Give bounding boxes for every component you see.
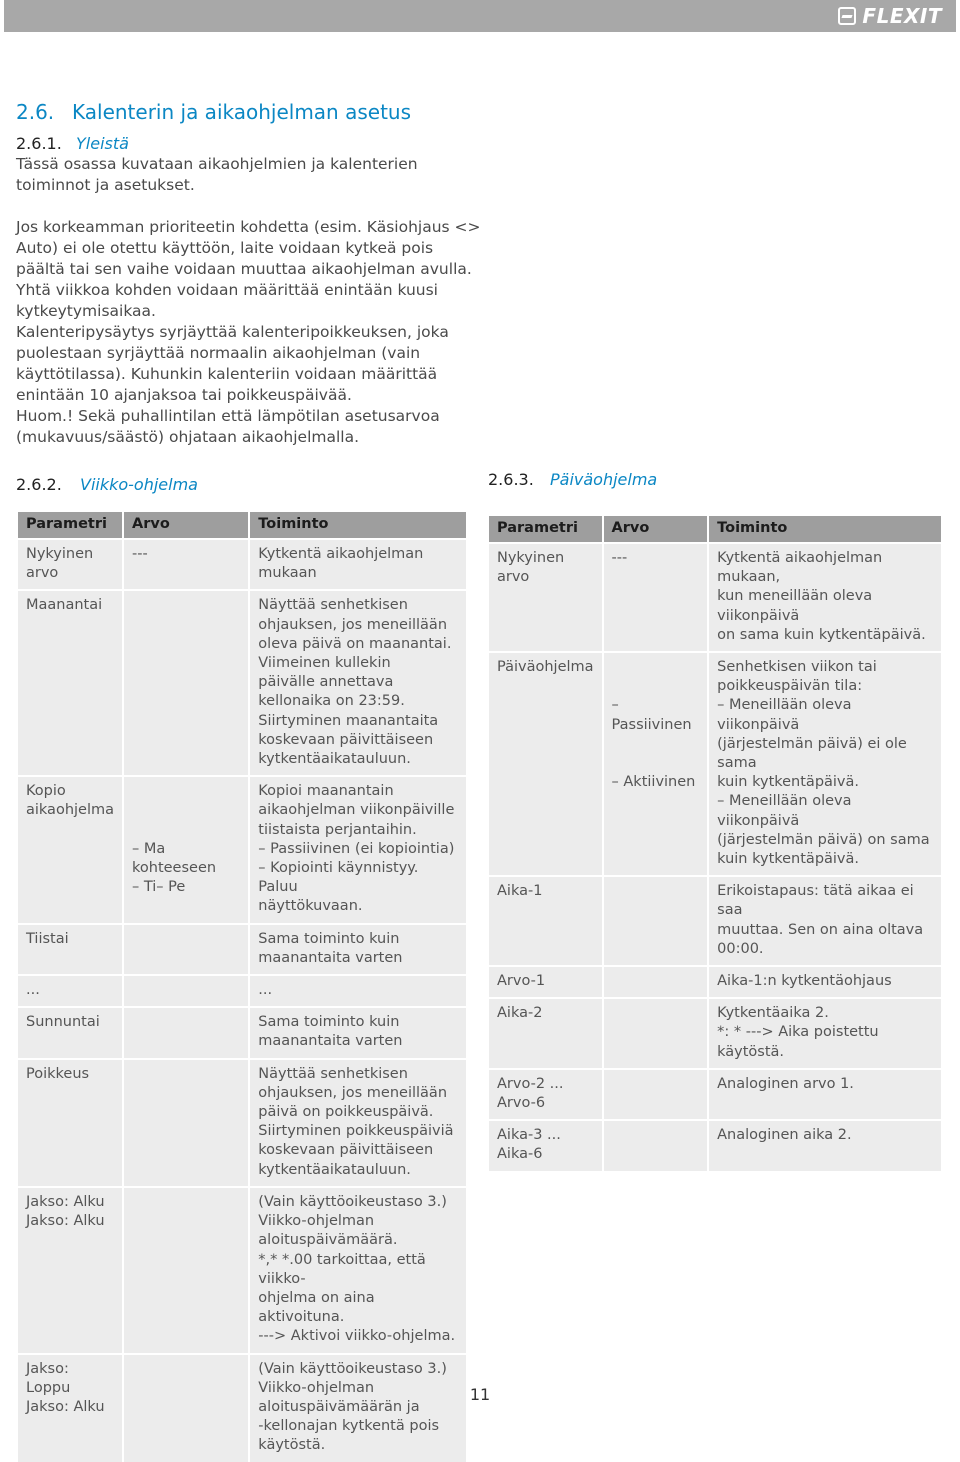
table-row xyxy=(18,776,466,923)
table-row xyxy=(489,543,941,652)
value-cell xyxy=(123,1354,249,1462)
subsection-title: Yleistä xyxy=(76,134,129,153)
column-header: Toiminto xyxy=(249,512,466,539)
param-cell: Poikkeus xyxy=(18,1059,123,1187)
table-row xyxy=(489,966,941,998)
action-cell: Kytkentä aikaohjelman mukaan, kun meneillään oleva viikonpäivä on sama kuin kytkentäpäivä. xyxy=(708,543,941,652)
intro-paragraph: Yhtä viikkoa kohden voidaan määrittää enintään kuusi kytkeytymisaikaa. xyxy=(16,281,438,320)
column-header: Parametri xyxy=(18,512,123,539)
action-cell: Erikoistapaus: tätä aikaa ei saa muuttaa. Sen on aina oltava 00:00. xyxy=(708,876,941,966)
page-number: 11 xyxy=(469,1385,491,1404)
subsection-general-heading xyxy=(16,134,129,153)
intro-paragraph: Tässä osassa kuvataan aikaohjelmien ja kalenterien toiminnot ja asetukset. xyxy=(16,155,418,194)
param-cell: Maanantai xyxy=(18,590,123,776)
subsection-week-heading xyxy=(16,475,198,494)
subsection-day-heading xyxy=(488,470,657,489)
subsection-title: Päiväohjelma xyxy=(550,470,658,489)
param-cell: Arvo-1 xyxy=(489,966,603,998)
value-cell xyxy=(123,975,249,1007)
table-header-row xyxy=(18,512,466,539)
value-cell: --- xyxy=(603,543,709,652)
value-cell xyxy=(603,998,709,1069)
value-cell: – Passiivinen – Aktiivinen xyxy=(603,652,709,876)
param-cell: Aika-2 xyxy=(489,998,603,1069)
action-cell: Näyttää senhetkisen ohjauksen, jos meneillään oleva päivä on maanantai. Viimeinen kullekin päivälle annettava kellonaika on 23:59. Siirtyminen maanantaita koskevaan päivittäiseen kytkentäaikatauluun. xyxy=(249,590,466,776)
flexit-logo-icon xyxy=(838,7,856,25)
table-row xyxy=(18,924,466,975)
intro-paragraph: Huom.! Sekä puhallintilan että lämpötilan asetusarvoa (mukavuus/säästö) ohjataan aikaohjelmalla. xyxy=(16,407,440,446)
action-cell: (Vain käyttöoikeustaso 3.) Viikko-ohjelman aloituspäivämäärä. *,* *.00 tarkoittaa, että viikko- ohjelma on aina aktivoituna. ---> Aktivoi viikko-ohjelma. xyxy=(249,1187,466,1354)
flexit-logo xyxy=(838,4,942,28)
subsection-number: 2.6.1. xyxy=(16,134,62,153)
param-cell: Nykyinen arvo xyxy=(18,539,123,590)
value-cell xyxy=(123,1187,249,1354)
section-heading xyxy=(16,100,411,124)
action-cell: Analoginen arvo 1. xyxy=(708,1069,941,1120)
action-cell: Analoginen aika 2. xyxy=(708,1120,941,1170)
subsection-number: 2.6.2. xyxy=(16,475,62,494)
section-title: Kalenterin ja aikaohjelman asetus xyxy=(72,100,412,124)
value-cell: – Ma kohteeseen – Ti– Pe xyxy=(123,776,249,923)
column-header: Arvo xyxy=(123,512,249,539)
action-cell: Aika-1:n kytkentäohjaus xyxy=(708,966,941,998)
value-cell: --- xyxy=(123,539,249,590)
param-cell: Aika-3 ... Aika-6 xyxy=(489,1120,603,1170)
column-header: Arvo xyxy=(603,516,709,543)
table-row xyxy=(489,876,941,966)
table-row xyxy=(18,1007,466,1058)
value-cell xyxy=(603,876,709,966)
intro-text xyxy=(16,154,486,448)
value-cell xyxy=(123,1007,249,1058)
param-cell: ... xyxy=(18,975,123,1007)
subsection-title: Viikko-ohjelma xyxy=(80,475,198,494)
column-header: Toiminto xyxy=(708,516,941,543)
value-cell xyxy=(603,1120,709,1170)
day-program-table xyxy=(489,516,941,1171)
action-cell: Sama toiminto kuin maanantaita varten xyxy=(249,1007,466,1058)
logo-text: FLEXIT xyxy=(862,4,942,28)
action-cell: (Vain käyttöoikeustaso 3.) Viikko-ohjelman aloituspäivämäärän ja -kellonajan kytkentä pois käytöstä. xyxy=(249,1354,466,1462)
section-number: 2.6. xyxy=(16,100,55,124)
param-cell: Jakso: Alku Jakso: Alku xyxy=(18,1187,123,1354)
table-row xyxy=(18,590,466,776)
column-header: Parametri xyxy=(489,516,603,543)
table-row xyxy=(18,975,466,1007)
param-cell: Aika-1 xyxy=(489,876,603,966)
table-row xyxy=(18,539,466,590)
param-cell: Jakso: Loppu Jakso: Alku xyxy=(18,1354,123,1462)
value-cell xyxy=(123,1059,249,1187)
action-cell: Sama toiminto kuin maanantaita varten xyxy=(249,924,466,975)
param-cell: Päiväohjelma xyxy=(489,652,603,876)
action-cell: Kytkentä aikaohjelman mukaan xyxy=(249,539,466,590)
intro-paragraph: Jos korkeamman prioriteetin kohdetta (esim. Käsiohjaus <> Auto) ei ole otettu käyttöön, laite voidaan kytkeä pois päältä tai sen vaihe voidaan muuttaa aikaohjelman avulla. xyxy=(16,218,481,278)
intro-paragraph: Kalenteripysäytys syrjäyttää kalenteripoikkeuksen, joka puolestaan syrjäyttää normaalin aikaohjelman (vain käyttötilassa). Kuhunkin kalenteriin voidaan määrittää enintään 10 ajanjaksoa tai poikkeuspäivää. xyxy=(16,323,449,404)
table-row xyxy=(18,1354,466,1462)
value-cell xyxy=(123,924,249,975)
table-row xyxy=(489,1069,941,1120)
header-bar xyxy=(4,0,956,32)
table-row xyxy=(489,1120,941,1170)
subsection-number: 2.6.3. xyxy=(488,470,534,489)
param-cell: Tiistai xyxy=(18,924,123,975)
table-row xyxy=(18,1059,466,1187)
value-cell xyxy=(603,1069,709,1120)
table-header-row xyxy=(489,516,941,543)
value-cell xyxy=(603,966,709,998)
table-row xyxy=(18,1187,466,1354)
param-cell: Nykyinen arvo xyxy=(489,543,603,652)
table-row xyxy=(489,652,941,876)
action-cell: Näyttää senhetkisen ohjauksen, jos meneillään päivä on poikkeuspäivä. Siirtyminen poikkeuspäiviä koskevaan päivittäiseen kytkentäaikatauluun. xyxy=(249,1059,466,1187)
param-cell: Kopio aikaohjelma xyxy=(18,776,123,923)
action-cell: Senhetkisen viikon tai poikkeuspäivän tila: – Meneillään oleva viikonpäivä (järjestelmän päivä) ei ole sama kuin kytkentäpäivä. – Meneillään oleva viikonpäivä (järjestelmän päivä) on sama kuin kytkentäpäivä. xyxy=(708,652,941,876)
value-cell xyxy=(123,590,249,776)
week-program-table xyxy=(18,512,466,1462)
action-cell: ... xyxy=(249,975,466,1007)
param-cell: Sunnuntai xyxy=(18,1007,123,1058)
action-cell: Kopioi maanantain aikaohjelman viikonpäiville tiistaista perjantaihin. – Passiivinen (ei kopiointia) – Kopiointi käynnistyy. Paluu näyttökuvaan. xyxy=(249,776,466,923)
action-cell: Kytkentäaika 2. *: * ---> Aika poistettu käytöstä. xyxy=(708,998,941,1069)
param-cell: Arvo-2 ... Arvo-6 xyxy=(489,1069,603,1120)
table-row xyxy=(489,998,941,1069)
